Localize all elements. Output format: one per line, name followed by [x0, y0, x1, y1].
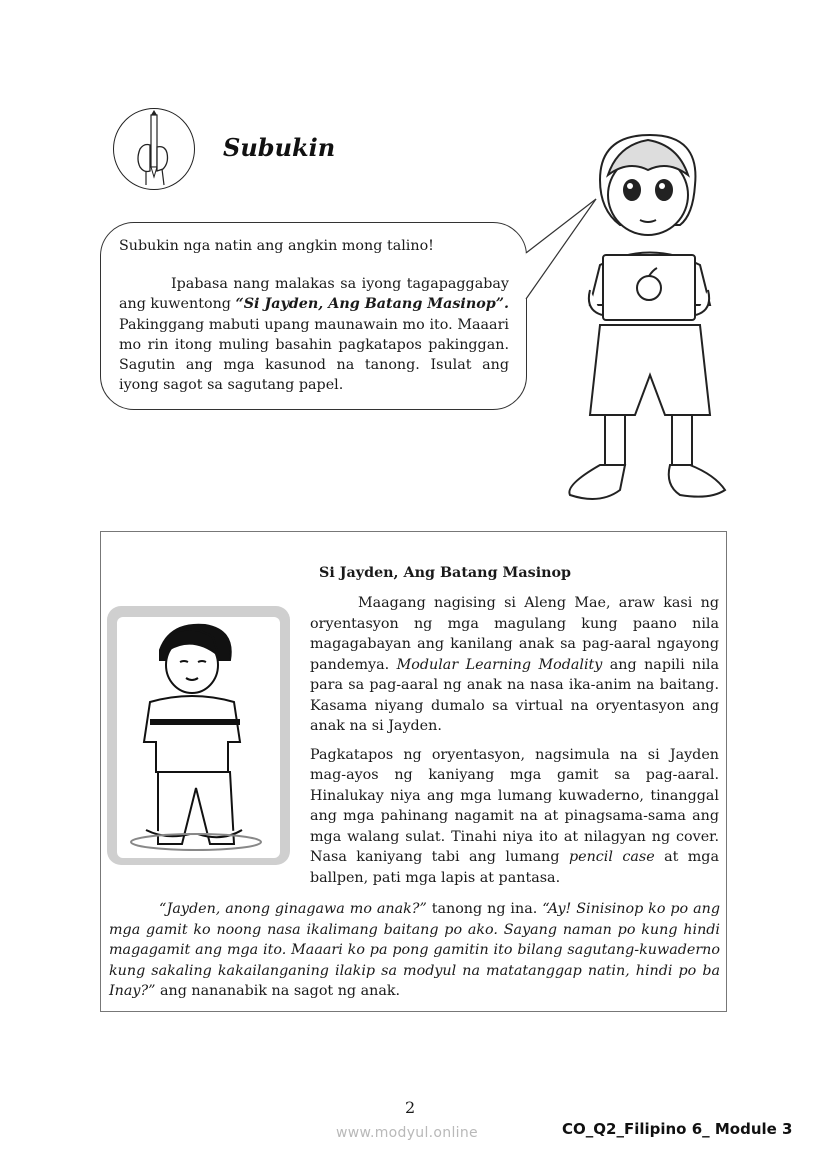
story-column	[310, 593, 719, 896]
bubble-text	[119, 236, 509, 395]
story-dialogue	[109, 899, 720, 1002]
hand-holding-pencil-icon	[113, 108, 195, 190]
story-paragraph-1: Maagang nagising si Aleng Mae, araw kasi ng oryentasyon ng mga magulang kung paano nila magagabayan ang kanilang anak sa pag-aaral ngayong pandemya. Modular Learning Modality ang napili nila para sa pag-aaral ng anak na nasa ika-anim na baitang. Kasama niyang dumalo sa virtual na oryentasyon ang anak na si Jayden.	[310, 595, 719, 734]
section-title: Subukin	[223, 133, 336, 162]
jayden-standing-illustration	[120, 620, 277, 856]
story-paragraph-2: Pagkatapos ng oryentasyon, nagsimula na si Jayden mag-ayos ng kaniyang mga gamit sa pag-aaral. Hinalukay niya ang mga lumang kuwaderno, tinanggal ang mga pahinang nagamit na at pinagsama-sama ang mga walang sulat. Tinahi niya ito at nilagyan ng cover. Nasa kaniyang tabi ang lumang pencil case at mga ballpen, pati mga lapis at pantasa.	[310, 746, 719, 886]
bubble-instructions: Ipabasa nang malakas sa iyong tagapaggabay ang kuwentong “Si Jayden, Ang Batang Masinop”. Pakinggang mabuti upang maunawain mo ito. Maaari mo rin itong muling basahin pagkatapos pakinggan. Sagutin ang mga kasunod na tanong. Isulat ang iyong sagot sa sagutang papel.	[119, 276, 509, 394]
story-paragraph-3: “Jayden, anong ginagawa mo anak?” tanong ng ina. “Ay! Sinisinop ko po ang mga gamit ko noong nasa ikalimang baitang po ako. Sayang naman po kung hindi magagamit ang mga ito. Maaari ko pa pong gamitin ito bilang sagutang-kuwaderno kung sakaling kakailanganing ilakip sa modyul na matatanggap natin, hindi po ba Inay?” ang nananabik na sagot ng anak.	[109, 901, 720, 999]
watermark: www.modyul.online	[336, 1125, 478, 1141]
story-title-reference: “Si Jayden, Ang Batang Masinop”.	[235, 296, 509, 313]
boy-holding-tablet-illustration	[560, 120, 735, 515]
module-code: CO_Q2_Filipino 6_ Module 3	[562, 1120, 793, 1138]
story-title: Si Jayden, Ang Batang Masinop	[319, 565, 572, 581]
bubble-intro: Subukin nga natin ang angkin mong talino!	[119, 238, 434, 254]
page-number: 2	[405, 1098, 416, 1117]
